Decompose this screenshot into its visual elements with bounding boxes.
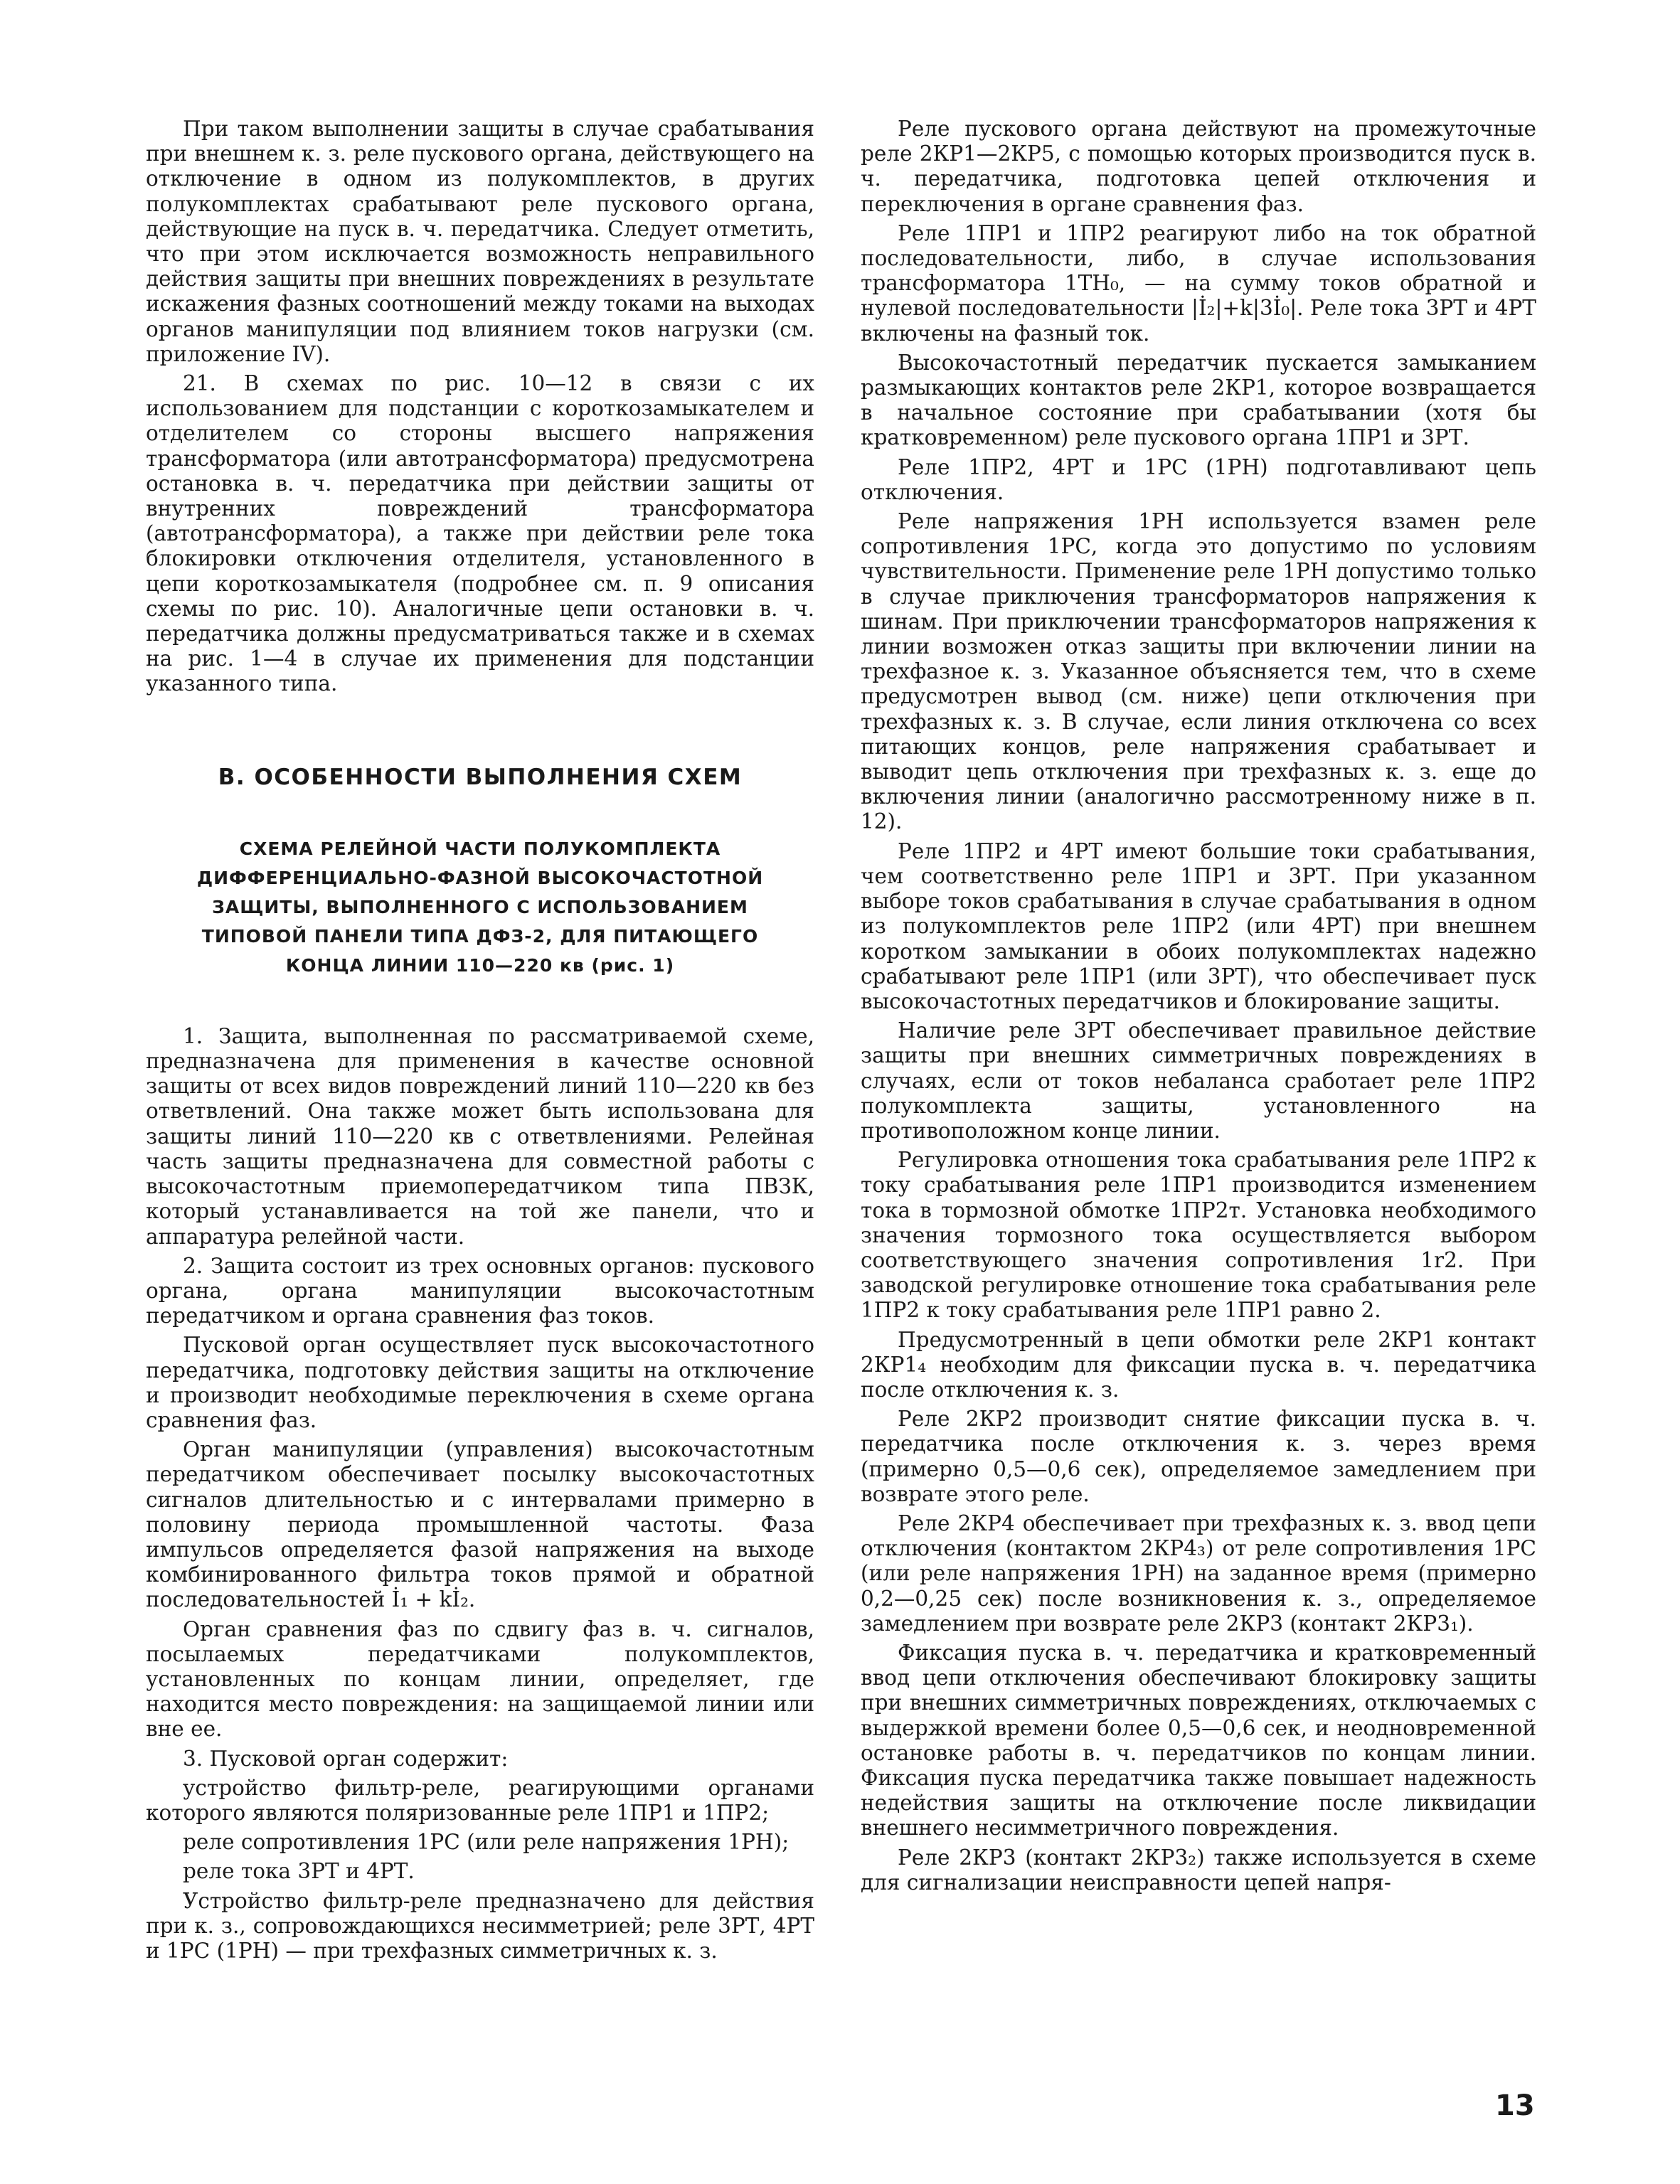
- page-number: 13: [1495, 2089, 1535, 2122]
- paragraph: Устройство фильтр-реле предназначено для действия при к. з., сопровождающихся несимметрией; реле 3РТ, 4РТ и 1РС (1РН) — при трехфазных симметричных к. з.: [146, 1888, 814, 1963]
- paragraph: Пусковой орган осуществляет пуск высокочастотного передатчика, подготовку действия защиты на отключение и производит необходимые переключения в схеме органа сравнения фаз.: [146, 1333, 814, 1432]
- paragraph: 2. Защита состоит из трех основных органов: пускового органа, органа манипуляции высокочастотным передатчиком и органа сравнения фаз токов.: [146, 1253, 814, 1328]
- paragraph: Фиксация пуска в. ч. передатчика и кратковременный ввод цепи отключения обеспечивают блокировку защиты при внешних симметричных повреждениях, отключаемых с выдержкой времени более 0,5—0,6 сек, и неодновременной остановке работы в. ч. передатчиков по концам линии. Фиксация пуска передатчика также повышает надежность недействия защиты на отключение после ликвидации внешнего несимметричного повреждения.: [861, 1640, 1536, 1841]
- subheading-line: ДИФФЕРЕНЦИАЛЬНО-ФАЗНОЙ ВЫСОКОЧАСТОТНОЙ: [196, 867, 764, 888]
- paragraph: Регулировка отношения тока срабатывания реле 1ПР2 к току срабатывания реле 1ПР1 производится изменением тока в тормозной обмотке 1ПР2т. Установка необходимого значения тормозного тока осуществляется выбором соответствующего значения сопротивления 1r2. При заводской регулировке отношение тока срабатывания реле 1ПР2 к току срабатывания реле 1ПР1 равно 2.: [861, 1148, 1536, 1323]
- paragraph: Реле 1ПР1 и 1ПР2 реагируют либо на ток обратной последовательности, либо, в случае использования трансформатора 1ТН₀, — на сумму токов обратной и нулевой последовательности |İ₂|+k|3İ₀|. Реле тока 3РТ и 4РТ включены на фазный ток.: [861, 220, 1536, 346]
- paragraph: 21. В схемах по рис. 10—12 в связи с их использованием для подстанции с короткозамыкателем и отделителем со стороны высшего напряжения трансформатора (или автотрансформатора) предусмотрена остановка в. ч. передатчика при действии защиты от внутренних повреждений трансформатора (автотрансформатора), а также при действии реле тока блокировки отключения отделителя, установленного в цепи короткозамыкателя (подробнее см. п. 9 описания схемы по рис. 10). Аналогичные цепи остановки в. ч. передатчика должны предусматриваться также и в схемах на рис. 1—4 в случае их применения для подстанции указанного типа.: [146, 371, 814, 696]
- paragraph: При таком выполнении защиты в случае срабатывания при внешнем к. з. реле пускового органа, действующего на отключение в одном из полукомплектов, в других полукомплектах срабатывают реле пускового органа, действующие на пуск в. ч. передатчика. Следует отметить, что при этом исключается возможность неправильного действия защиты при внешних повреждениях в результате искажения фазных соотношений между токами на выходах органов манипуляции под влиянием токов нагрузки (см. приложение IV).: [146, 117, 814, 366]
- section-title: В. ОСОБЕННОСТИ ВЫПОЛНЕНИЯ СХЕМ: [218, 764, 743, 790]
- subheading: [146, 834, 814, 980]
- paragraph: Орган манипуляции (управления) высокочастотным передатчиком обеспечивает посылку высокочастотных сигналов длительностью и с интервалами примерно в половину периода промышленной частоты. Фаза импульсов определяется фазой напряжения на выходе комбинированного фильтра токов прямой и обратной последовательностей İ₁ + kİ₂.: [146, 1437, 814, 1612]
- paragraph: Реле напряжения 1РН используется взамен реле сопротивления 1РС, когда это допустимо по условиям чувствительности. Применение реле 1РН допустимо только в случае приключения трансформаторов напряжения к шинам. При приключении трансформаторов напряжения к линии возможен отказ защиты при включении линии на трехфазное к. з. Указанное объясняется тем, что в схеме предусмотрен вывод (см. ниже) цепи отключения при трехфазных к. з. В случае, если линия отключена со всех питающих концов, реле напряжения срабатывает и выводит цепь отключения при трехфазных к. з. еще до включения линии (аналогично рассмотренному ниже в п. 12).: [861, 509, 1536, 834]
- paragraph: Наличие реле 3РТ обеспечивает правильное действие защиты при внешних симметричных повреждениях в случаях, если от токов небаланса сработает реле 1ПР2 полукомплекта защиты, установленного на противоположном конце линии.: [861, 1018, 1536, 1143]
- paragraph: 1. Защита, выполненная по рассматриваемой схеме, предназначена для применения в качестве основной защиты от всех видов повреждений линий 110—220 кв без ответвлений. Она также может быть использована для защиты линий 110—220 кв с ответвлениями. Релейная часть защиты предназначена для совместной работы с высокочастотным приемопередатчиком типа ПВЗК, который устанавливается на той же панели, что и аппаратура релейной части.: [146, 1023, 814, 1249]
- list-item: реле сопротивления 1РС (или реле напряжения 1РН);: [183, 1830, 790, 1855]
- paragraph: Высокочастотный передатчик пускается замыканием размыкающих контактов реле 2КР1, которое возвращается в начальное состояние при срабатывании (хотя бы кратковременном) реле пускового органа 1ПР1 и 3РТ.: [861, 350, 1536, 450]
- paragraph: Реле 1ПР2 и 4РТ имеют большие токи срабатывания, чем соответственно реле 1ПР1 и 3РТ. При указанном выборе токов срабатывания в случае срабатывания в одном из полукомплектов реле 1ПР2 (или 4РТ) при внешнем коротком замыкании в обоих полукомплектах надежно срабатывают реле 1ПР1 (или 3РТ), что обеспечивает пуск высокочастотных передатчиков и блокирование защиты.: [861, 838, 1536, 1013]
- list-item: устройство фильтр-реле, реагирующими органами которого являются поляризованные реле 1ПР1 и 1ПР2;: [146, 1775, 814, 1825]
- paragraph: Предусмотренный в цепи обмотки реле 2КР1 контакт 2КР1₄ необходим для фиксации пуска в. ч. передатчика после отключения к. з.: [861, 1327, 1536, 1402]
- subheading-line: ТИПОВОЙ ПАНЕЛИ ТИПА ДФЗ-2, ДЛЯ ПИТАЮЩЕГО: [201, 925, 759, 947]
- subheading-line: ЗАЩИТЫ, ВЫПОЛНЕННОГО С ИСПОЛЬЗОВАНИЕМ: [212, 896, 748, 917]
- paragraph: Реле пускового органа действуют на промежуточные реле 2КР1—2КР5, с помощью которых производится пуск в. ч. передатчика, подготовка цепей отключения и переключения в органе сравнения фаз.: [861, 117, 1536, 216]
- paragraph: Реле 2КР4 обеспечивает при трехфазных к. з. ввод цепи отключения (контактом 2КР4₃) от реле сопротивления 1РС (или реле напряжения 1РН) на заданное время (примерно 0,2—0,25 сек) после возникновения к. з., определяемое замедлением при возврате реле 2КР3 (контакт 2КР3₁).: [861, 1511, 1536, 1636]
- left-column: [146, 117, 814, 1968]
- list-item: реле тока 3РТ и 4РТ.: [183, 1859, 415, 1884]
- paragraph: 3. Пусковой орган содержит:: [183, 1746, 509, 1771]
- paragraph: Реле 2КР2 производит снятие фиксации пуска в. ч. передатчика после отключения к. з. через время (примерно 0,5—0,6 сек), определяемое замедлением при возврате этого реле.: [861, 1407, 1536, 1506]
- paragraph: Орган сравнения фаз по сдвигу фаз в. ч. сигналов, посылаемых передатчиками полукомплектов, установленных по концам линии, определяет, где находится место повреждения: на защищаемой линии или вне ее.: [146, 1616, 814, 1742]
- subheading-line: КОНЦА ЛИНИИ 110—220 кв (рис. 1): [285, 954, 675, 976]
- right-column: [861, 117, 1536, 1900]
- subheading-line: СХЕМА РЕЛЕЙНОЙ ЧАСТИ ПОЛУКОМПЛЕКТА: [239, 838, 721, 859]
- paragraph: Реле 2КР3 (контакт 2КР3₂) также используется в схеме для сигнализации неисправности цепей напря-: [861, 1845, 1536, 1895]
- paragraph: Реле 1ПР2, 4РТ и 1РС (1РН) подготавливают цепь отключения.: [861, 454, 1536, 504]
